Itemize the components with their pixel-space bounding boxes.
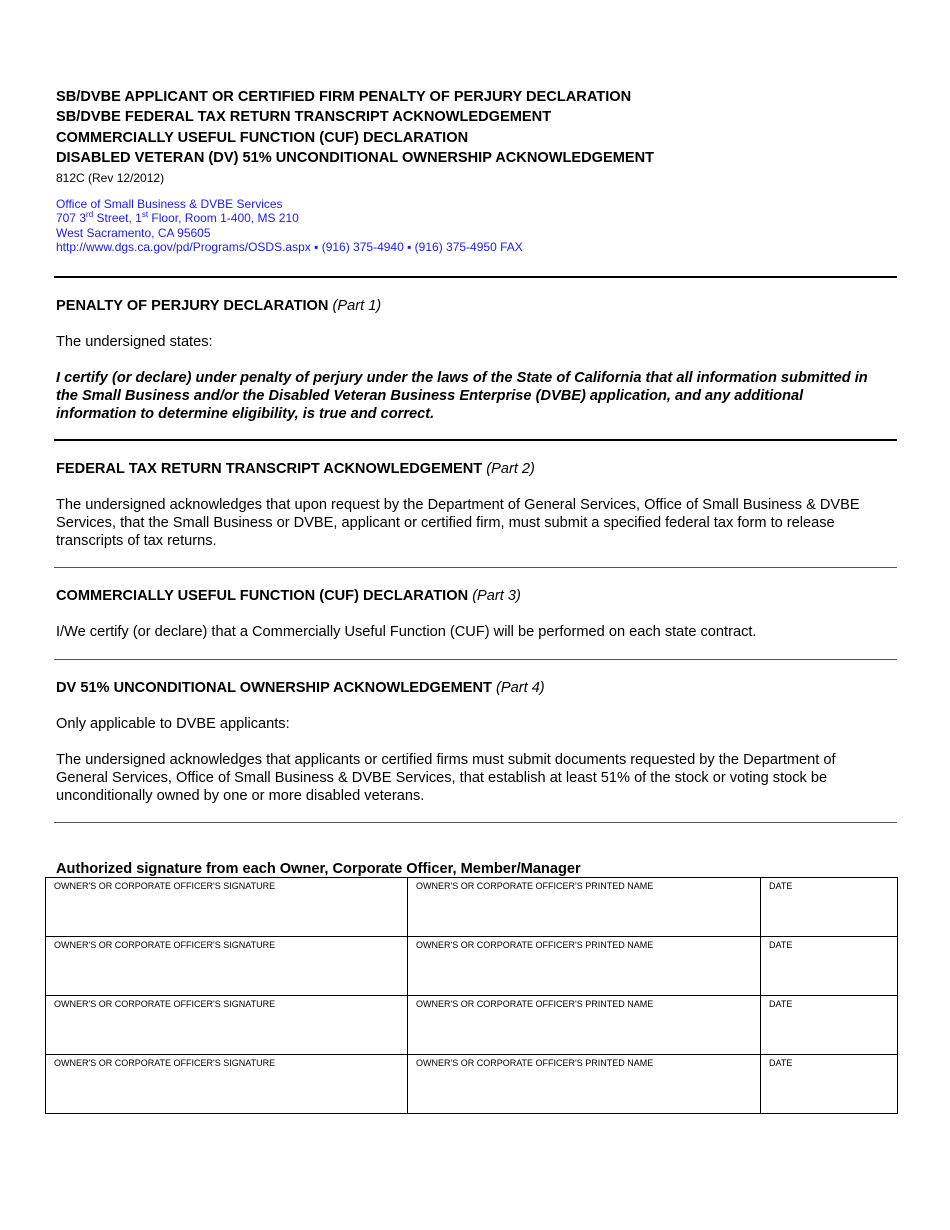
document-title-line-4: DISABLED VETERAN (DV) 51% UNCONDITIONAL OWNERSHIP ACKNOWLEDGEMENT bbox=[56, 149, 655, 166]
perjury-certification-statement: I certify (or declare) under penalty of perjury under the laws of the State of California that all information submitted in the Small Business and/or the Disabled Veteran Business Enterprise (DVBE) application, and any additional information to determine eligibility, is true and correct. bbox=[56, 370, 868, 422]
part1-title: PENALTY OF PERJURY DECLARATION bbox=[56, 298, 329, 314]
date-field[interactable]: DATE bbox=[761, 937, 898, 996]
part2-body: The undersigned acknowledges that upon request by the Department of General Services, Office of Small Business & DVBE Services, that the Small Business or DVBE, applicant or certified firm, must submit a specified federal tax form to release transcripts of tax returns. bbox=[56, 497, 860, 549]
part3-divider bbox=[54, 659, 897, 660]
signature-row bbox=[46, 996, 898, 1055]
office-name: Office of Small Business & DVBE Services bbox=[56, 197, 283, 211]
printed-name-field[interactable]: OWNER'S OR CORPORATE OFFICER'S PRINTED NAME bbox=[408, 996, 761, 1055]
signature-field[interactable]: OWNER'S OR CORPORATE OFFICER'S SIGNATURE bbox=[46, 1055, 408, 1114]
signature-table bbox=[45, 877, 898, 1114]
office-address-room: Floor, Room 1-400, MS 210 bbox=[148, 211, 299, 226]
signature-row bbox=[46, 937, 898, 996]
document-header bbox=[56, 87, 654, 186]
part4-body: The undersigned acknowledges that applicants or certified firms must submit documents requested by the Department of General Services, Office of Small Business & DVBE Services, that establish at least 51% of the stock or voting stock be unconditionally owned by one or more disabled veterans. bbox=[56, 752, 836, 804]
date-field[interactable]: DATE bbox=[761, 996, 898, 1055]
printed-name-field[interactable]: OWNER'S OR CORPORATE OFFICER'S PRINTED NAME bbox=[408, 937, 761, 996]
signature-field[interactable]: OWNER'S OR CORPORATE OFFICER'S SIGNATURE bbox=[46, 937, 408, 996]
part1-heading bbox=[56, 297, 381, 315]
signature-field[interactable]: OWNER'S OR CORPORATE OFFICER'S SIGNATURE bbox=[46, 878, 408, 937]
form-number: 812C (Rev 12/2012) bbox=[56, 171, 165, 186]
office-city: West Sacramento, CA 95605 bbox=[56, 225, 211, 240]
part3-body: I/We certify (or declare) that a Commercially Useful Function (CUF) will be performed on each state contract. bbox=[56, 624, 757, 640]
office-address bbox=[56, 211, 523, 225]
date-field[interactable]: DATE bbox=[761, 878, 898, 937]
document-title-line-3: COMMERCIALLY USEFUL FUNCTION (CUF) DECLARATION bbox=[56, 129, 469, 146]
part4-label: (Part 4) bbox=[496, 680, 545, 696]
part1-divider bbox=[54, 439, 897, 441]
office-contact-line[interactable]: http://www.dgs.ca.gov/pd/Programs/OSDS.aspx ▪ (916) 375-4940 ▪ (916) 375-4950 FAX bbox=[56, 239, 523, 254]
signature-section-heading: Authorized signature from each Owner, Corporate Officer, Member/Manager bbox=[56, 861, 581, 877]
part3-label: (Part 3) bbox=[472, 588, 521, 604]
part4-intro: Only applicable to DVBE applicants: bbox=[56, 716, 290, 732]
office-address-ordinal-rd: rd bbox=[86, 210, 94, 220]
signature-row bbox=[46, 1055, 898, 1114]
part1-label: (Part 1) bbox=[332, 298, 382, 314]
printed-name-field[interactable]: OWNER'S OR CORPORATE OFFICER'S PRINTED NAME bbox=[408, 1055, 761, 1114]
part3-title: COMMERCIALLY USEFUL FUNCTION (CUF) DECLARATION bbox=[56, 588, 469, 604]
office-address-number: 707 3 bbox=[56, 211, 87, 226]
document-title-line-1: SB/DVBE APPLICANT OR CERTIFIED FIRM PENALTY OF PERJURY DECLARATION bbox=[56, 89, 632, 105]
part2-title: FEDERAL TAX RETURN TRANSCRIPT ACKNOWLEDGEMENT bbox=[56, 461, 483, 477]
office-address-ordinal-st: st bbox=[141, 210, 149, 220]
office-contact-block bbox=[56, 197, 523, 254]
date-field[interactable]: DATE bbox=[761, 1055, 898, 1114]
document-title-line-2: SB/DVBE FEDERAL TAX RETURN TRANSCRIPT ACKNOWLEDGEMENT bbox=[56, 109, 552, 126]
office-address-street: Street, 1 bbox=[93, 211, 142, 226]
header-divider bbox=[54, 276, 897, 278]
signature-field[interactable]: OWNER'S OR CORPORATE OFFICER'S SIGNATURE bbox=[46, 996, 408, 1055]
part2-label: (Part 2) bbox=[486, 461, 535, 477]
part4-divider bbox=[54, 822, 897, 823]
part2-divider bbox=[54, 567, 897, 568]
signature-row bbox=[46, 878, 898, 937]
part4-heading bbox=[56, 679, 545, 697]
printed-name-field[interactable]: OWNER'S OR CORPORATE OFFICER'S PRINTED NAME bbox=[408, 878, 761, 937]
part2-heading bbox=[56, 460, 535, 478]
part4-title: DV 51% UNCONDITIONAL OWNERSHIP ACKNOWLEDGEMENT bbox=[56, 680, 492, 696]
part3-heading bbox=[56, 587, 521, 605]
part1-intro: The undersigned states: bbox=[56, 334, 213, 350]
